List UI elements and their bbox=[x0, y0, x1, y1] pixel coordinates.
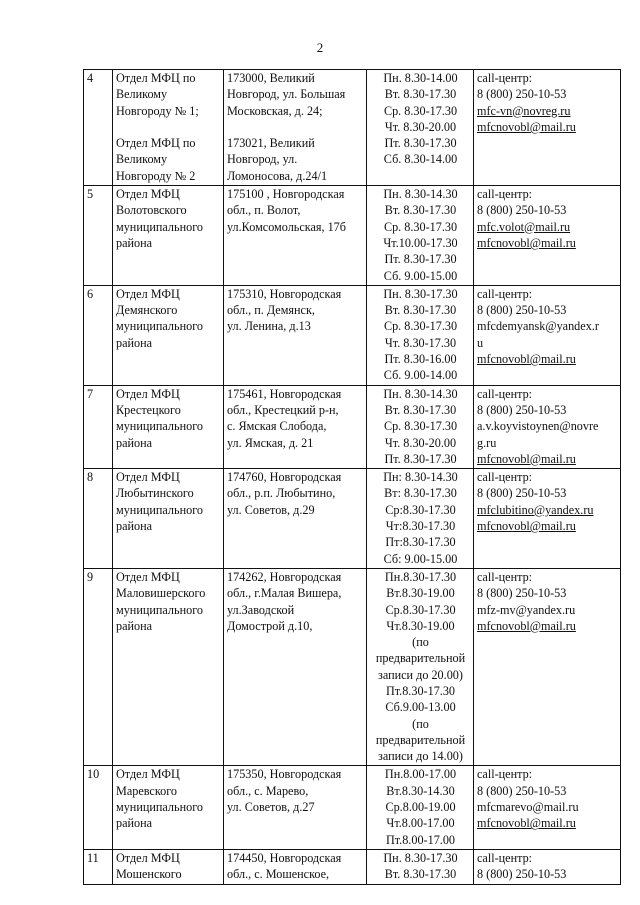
cell-line: Демянского bbox=[116, 303, 178, 318]
cell-line: Крестецкого bbox=[116, 402, 181, 417]
cell-line: Домострой д.10, bbox=[227, 618, 313, 633]
cell-line: 8 (800) 250-10-53 bbox=[477, 586, 567, 601]
cell-line: Чт. 8.30-20.00 bbox=[384, 435, 457, 450]
cell-line: 8 (800) 250-10-53 bbox=[477, 303, 567, 318]
cell-line: Великому bbox=[116, 152, 168, 167]
cell-line: Чт.8.00-17.00 bbox=[386, 816, 455, 831]
cell-line: Пн.8.00-17.00 bbox=[384, 767, 457, 782]
office-name bbox=[113, 568, 224, 766]
office-hours bbox=[367, 285, 474, 385]
cell-line: (по bbox=[412, 635, 429, 650]
cell-line: Московская, д. 24; bbox=[227, 103, 323, 118]
table-row bbox=[84, 469, 621, 569]
email-link[interactable]: mfc.volot@mail.ru bbox=[477, 219, 571, 234]
cell-line: 8 (800) 250-10-53 bbox=[477, 486, 567, 501]
cell-line: call-центр: bbox=[477, 470, 533, 485]
cell-line: Отдел МФЦ bbox=[116, 470, 180, 485]
cell-line: Вт.8.30-19.00 bbox=[386, 586, 455, 601]
email-link[interactable]: mfcnovobl@mail.ru bbox=[477, 352, 576, 367]
cell-line: района bbox=[116, 235, 153, 250]
cell-line: 174760, Новгородская bbox=[227, 470, 342, 485]
cell-line: 175100 , Новгородская bbox=[227, 187, 345, 202]
cell-line: ул. Советов, д.29 bbox=[227, 502, 315, 517]
cell-line: муниципального bbox=[116, 502, 203, 517]
office-address bbox=[224, 70, 367, 186]
cell-line: Волотовского bbox=[116, 203, 187, 218]
email-link[interactable]: mfclubitino@yandex.ru bbox=[477, 502, 594, 517]
cell-line: предварительной bbox=[375, 651, 466, 666]
cell-line: района bbox=[116, 435, 153, 450]
cell-line: 174450, Новгородская bbox=[227, 850, 342, 865]
cell-line: Маревского bbox=[116, 783, 178, 798]
cell-line: обл., с. Марево, bbox=[227, 783, 309, 798]
office-hours bbox=[367, 766, 474, 849]
row-number: 6 bbox=[84, 285, 113, 385]
cell-line: 175350, Новгородская bbox=[227, 767, 342, 782]
cell-line: записи до 14.00) bbox=[378, 749, 463, 764]
office-hours bbox=[367, 70, 474, 186]
office-contacts bbox=[474, 568, 621, 766]
cell-line bbox=[116, 119, 221, 135]
cell-line: 175461, Новгородская bbox=[227, 386, 342, 401]
cell-line: 8 (800) 250-10-53 bbox=[477, 87, 567, 102]
cell-line: Чт:8.30-17.30 bbox=[385, 519, 456, 534]
cell-line: Вт. 8.30-17.30 bbox=[384, 203, 457, 218]
cell-line: Отдел МФЦ bbox=[116, 850, 180, 865]
row-number: 4 bbox=[84, 70, 113, 186]
email-link[interactable]: mfcnovobl@mail.ru bbox=[477, 618, 576, 633]
cell-line: a.v.koyvistoynen@novre bbox=[477, 419, 599, 434]
cell-line: Великому bbox=[116, 87, 168, 102]
cell-line: Чт.10.00-17.30 bbox=[383, 235, 458, 250]
office-name bbox=[113, 766, 224, 849]
cell-line: района bbox=[116, 335, 153, 350]
cell-line: Пт.8.30-17.30 bbox=[385, 683, 456, 698]
cell-line: 8 (800) 250-10-53 bbox=[477, 203, 567, 218]
cell-line: ул. Ямская, д. 21 bbox=[227, 435, 314, 450]
cell-line: Отдел МФЦ по bbox=[116, 136, 196, 151]
cell-line: 8 (800) 250-10-53 bbox=[477, 867, 567, 882]
office-hours bbox=[367, 186, 474, 286]
table-row bbox=[84, 186, 621, 286]
cell-line: Сб. 9.00-14.00 bbox=[383, 368, 458, 383]
office-address bbox=[224, 568, 367, 766]
cell-line: mfcmarevo@mail.ru bbox=[477, 800, 579, 815]
cell-line: call-центр: bbox=[477, 71, 533, 85]
cell-line: ул.Комсомольская, 17б bbox=[227, 219, 346, 234]
cell-line: mfz-mv@yandex.ru bbox=[477, 602, 576, 617]
office-address bbox=[224, 766, 367, 849]
cell-line: mfcdemyansk@yandex.r bbox=[477, 319, 599, 334]
page-number: 2 bbox=[316, 40, 324, 55]
cell-line: Ср.8.00-19.00 bbox=[385, 800, 456, 815]
cell-line: 8 (800) 250-10-53 bbox=[477, 402, 567, 417]
email-link[interactable]: mfcnovobl@mail.ru bbox=[477, 816, 576, 831]
cell-line: Пт. 8.30-17.30 bbox=[384, 136, 457, 151]
cell-line: Ср. 8.30-17.30 bbox=[383, 419, 458, 434]
cell-line: Ломоносова, д.24/1 bbox=[227, 168, 328, 183]
office-contacts bbox=[474, 385, 621, 468]
office-name bbox=[113, 70, 224, 186]
cell-line: Пн. 8.30-17.30 bbox=[383, 286, 458, 301]
cell-line: Пн: 8.30-14.30 bbox=[383, 470, 458, 485]
office-hours bbox=[367, 469, 474, 569]
cell-line: обл., с. Мошенское, bbox=[227, 867, 330, 882]
cell-line: Ср. 8.30-17.30 bbox=[383, 319, 458, 334]
cell-line: (по bbox=[412, 716, 429, 731]
cell-line: 174262, Новгородская bbox=[227, 569, 342, 584]
cell-line: 173000, Великий bbox=[227, 71, 315, 85]
office-contacts bbox=[474, 285, 621, 385]
cell-line: Ср:8.30-17.30 bbox=[385, 502, 456, 517]
table-row bbox=[84, 849, 621, 884]
cell-line: обл., п. Демянск, bbox=[227, 303, 315, 318]
cell-line: 173021, Великий bbox=[227, 136, 315, 151]
cell-line: муниципального bbox=[116, 800, 203, 815]
office-name bbox=[113, 285, 224, 385]
cell-line: Новгород, ул. Большая bbox=[227, 87, 346, 102]
cell-line: обл., р.п. Любытино, bbox=[227, 486, 336, 501]
cell-line: Пн. 8.30-14.30 bbox=[383, 386, 458, 401]
cell-line: Маловишерского bbox=[116, 586, 206, 601]
cell-line: Пт.8.00-17.00 bbox=[385, 832, 456, 847]
row-number: 7 bbox=[84, 385, 113, 468]
cell-line: Новгороду № 2 bbox=[116, 168, 196, 183]
cell-line: Вт. 8.30-17.30 bbox=[384, 303, 457, 318]
office-contacts bbox=[474, 70, 621, 186]
office-name bbox=[113, 385, 224, 468]
cell-line: обл., п. Волот, bbox=[227, 203, 301, 218]
cell-line: ул. Ленина, д.13 bbox=[227, 319, 311, 334]
cell-line: Отдел МФЦ bbox=[116, 767, 180, 782]
cell-line: района bbox=[116, 519, 153, 534]
cell-line: обл., г.Малая Вишера, bbox=[227, 586, 342, 601]
cell-line: Отдел МФЦ bbox=[116, 569, 180, 584]
cell-line: call-центр: bbox=[477, 286, 533, 301]
row-number: 11 bbox=[84, 849, 113, 884]
cell-line: Сб. 8.30-14.00 bbox=[383, 152, 458, 167]
office-address bbox=[224, 186, 367, 286]
cell-line: Отдел МФЦ bbox=[116, 187, 180, 202]
cell-line: ул.Заводской bbox=[227, 602, 295, 617]
row-number: 5 bbox=[84, 186, 113, 286]
cell-line: предварительной bbox=[375, 732, 466, 747]
cell-line: Чт. 8.30-20.00 bbox=[384, 119, 457, 134]
table-row bbox=[84, 568, 621, 766]
cell-line: call-центр: bbox=[477, 767, 533, 782]
cell-line: Сб. 9.00-15.00 bbox=[383, 268, 458, 283]
office-address bbox=[224, 469, 367, 569]
table-row bbox=[84, 766, 621, 849]
cell-line: call-центр: bbox=[477, 850, 533, 865]
cell-line: Новгород, ул. bbox=[227, 152, 298, 167]
email-link[interactable]: mfc-vn@novreg.ru bbox=[477, 103, 571, 118]
cell-line: Мошенского bbox=[116, 867, 182, 882]
office-address bbox=[224, 385, 367, 468]
cell-line: Пн. 8.30-17.30 bbox=[383, 850, 458, 865]
cell-line: Любытинского bbox=[116, 486, 194, 501]
cell-line: 175310, Новгородская bbox=[227, 286, 342, 301]
cell-line: Пт. 8.30-17.30 bbox=[384, 252, 457, 267]
cell-line: g.ru bbox=[477, 435, 497, 450]
table-row bbox=[84, 385, 621, 468]
office-name bbox=[113, 469, 224, 569]
cell-line: Ср. 8.30-17.30 bbox=[383, 103, 458, 118]
cell-line: Вт. 8.30-17.30 bbox=[384, 867, 457, 882]
office-address bbox=[224, 849, 367, 884]
office-hours bbox=[367, 385, 474, 468]
table-body bbox=[84, 70, 621, 885]
cell-line: муниципального bbox=[116, 219, 203, 234]
cell-line: call-центр: bbox=[477, 386, 533, 401]
cell-line: Пт:8.30-17.30 bbox=[385, 535, 456, 550]
cell-line: Пн. 8.30-14.30 bbox=[383, 187, 458, 202]
cell-line: обл., Крестецкий р-н, bbox=[227, 402, 339, 417]
cell-line: Вт. 8.30-17.30 bbox=[384, 87, 457, 102]
cell-line: Сб: 9.00-15.00 bbox=[383, 551, 458, 566]
office-contacts bbox=[474, 849, 621, 884]
office-address bbox=[224, 285, 367, 385]
office-hours bbox=[367, 568, 474, 766]
email-link[interactable]: mfcnovobl@mail.ru bbox=[477, 451, 576, 466]
cell-line: u bbox=[477, 335, 484, 350]
table-row bbox=[84, 70, 621, 186]
cell-line: Пт. 8.30-16.00 bbox=[384, 352, 457, 367]
cell-line: Вт: 8.30-17.30 bbox=[384, 486, 457, 501]
office-name bbox=[113, 186, 224, 286]
cell-line: Пн.8.30-17.30 bbox=[384, 569, 457, 584]
cell-line: Ср.8.30-17.30 bbox=[385, 602, 456, 617]
cell-line: Отдел МФЦ bbox=[116, 286, 180, 301]
email-link[interactable]: mfcnovobl@mail.ru bbox=[477, 519, 576, 534]
row-number: 10 bbox=[84, 766, 113, 849]
cell-line: Чт.8.30-19.00 bbox=[386, 618, 455, 633]
cell-line: Вт.8.30-14.30 bbox=[386, 783, 455, 798]
cell-line: района bbox=[116, 618, 153, 633]
cell-line bbox=[227, 119, 364, 135]
row-number: 8 bbox=[84, 469, 113, 569]
office-name bbox=[113, 849, 224, 884]
office-contacts bbox=[474, 766, 621, 849]
cell-line: муниципального bbox=[116, 602, 203, 617]
cell-line: Пт. 8.30-17.30 bbox=[384, 451, 457, 466]
row-number: 9 bbox=[84, 568, 113, 766]
cell-line: муниципального bbox=[116, 419, 203, 434]
email-link[interactable]: mfcnovobl@mail.ru bbox=[477, 235, 576, 250]
cell-line: Отдел МФЦ по bbox=[116, 71, 196, 85]
table-row bbox=[84, 285, 621, 385]
cell-line: с. Ямская Слобода, bbox=[227, 419, 327, 434]
office-contacts bbox=[474, 469, 621, 569]
cell-line: муниципального bbox=[116, 319, 203, 334]
mfc-offices-table bbox=[83, 69, 621, 885]
cell-line: Сб.9.00-13.00 bbox=[385, 700, 456, 715]
cell-line: 8 (800) 250-10-53 bbox=[477, 783, 567, 798]
office-hours bbox=[367, 849, 474, 884]
office-contacts bbox=[474, 186, 621, 286]
cell-line: call-центр: bbox=[477, 569, 533, 584]
cell-line: call-центр: bbox=[477, 187, 533, 202]
cell-line: Пн. 8.30-14.00 bbox=[383, 71, 458, 85]
email-link[interactable]: mfcnovobl@mail.ru bbox=[477, 119, 576, 134]
cell-line: ул. Советов, д.27 bbox=[227, 800, 315, 815]
cell-line: записи до 20.00) bbox=[378, 667, 463, 682]
cell-line: Новгороду № 1; bbox=[116, 103, 199, 118]
cell-line: района bbox=[116, 816, 153, 831]
cell-line: Вт. 8.30-17.30 bbox=[384, 402, 457, 417]
cell-line: Чт. 8.30-17.30 bbox=[384, 335, 457, 350]
cell-line: Отдел МФЦ bbox=[116, 386, 180, 401]
cell-line: Ср. 8.30-17.30 bbox=[383, 219, 458, 234]
